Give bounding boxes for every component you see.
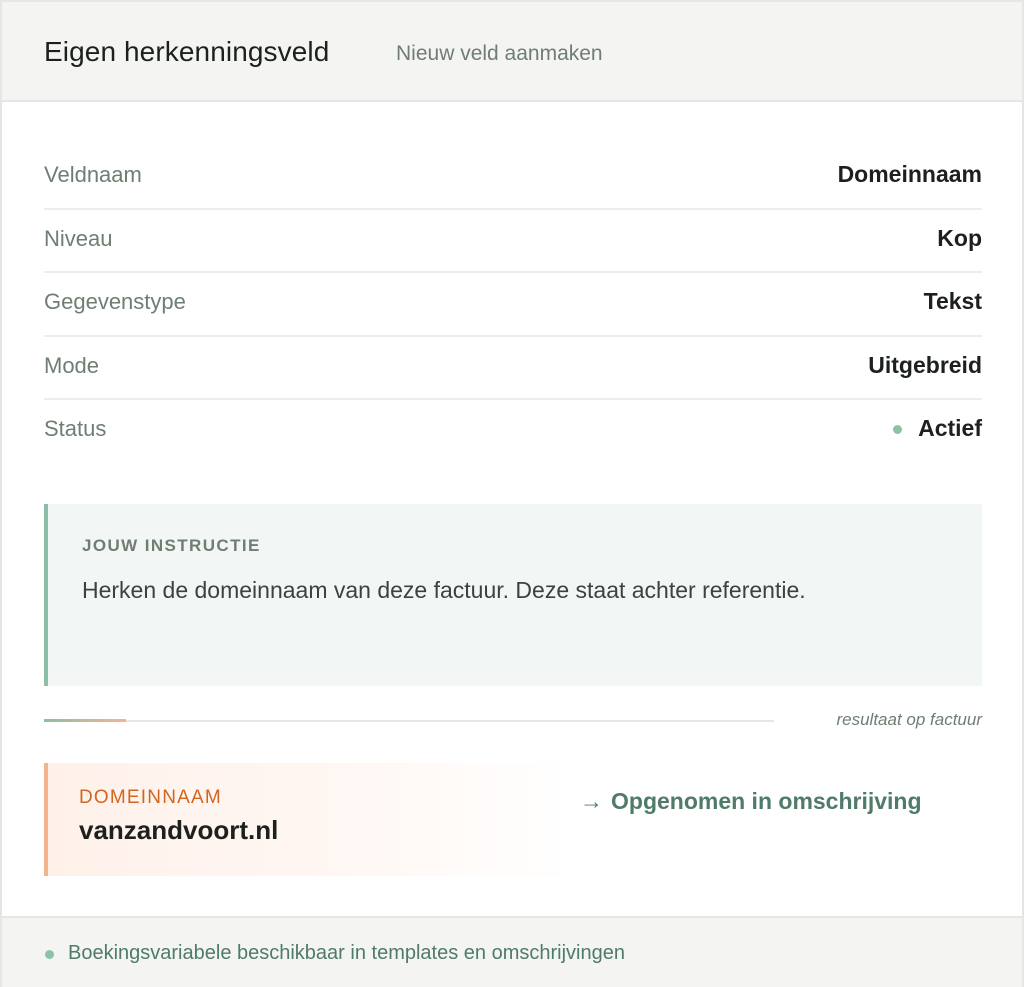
- status-value: [893, 415, 982, 442]
- page-title: Eigen herkenningsveld: [44, 36, 330, 67]
- property-row-gegevenstype: [44, 273, 982, 337]
- divider-accent: [44, 719, 126, 722]
- property-label: Mode: [44, 352, 100, 378]
- instruction-label: JOUW INSTRUCTIE: [82, 536, 261, 555]
- arrow-right-icon: →: [580, 788, 603, 814]
- property-label: Status: [44, 416, 107, 441]
- property-value: Domeinnaam: [837, 161, 982, 187]
- result-divider: [44, 719, 774, 722]
- result-caption: resultaat op factuur: [836, 710, 982, 729]
- footer-note: Boekingsvariabele beschikbaar in templates en omschrijvingen: [68, 942, 625, 964]
- instruction-text: Herken de domeinnaam van deze factuur. Deze staat achter referentie.: [82, 577, 806, 603]
- result-preview: [44, 763, 574, 876]
- property-row-veldnaam: [44, 146, 982, 210]
- property-label: Niveau: [44, 225, 113, 251]
- instruction-panel: [44, 504, 982, 686]
- result-label: DOMEINNAAM: [79, 787, 222, 808]
- info-dot-icon: [45, 950, 54, 959]
- result-link-label: Opgenomen in omschrijving: [611, 788, 922, 814]
- field-properties: [44, 146, 982, 464]
- property-value: Uitgebreid: [868, 351, 982, 378]
- page-subtitle: Nieuw veld aanmaken: [396, 42, 603, 65]
- property-value: Tekst: [923, 288, 982, 314]
- card-header: [2, 2, 1022, 102]
- card-footer: [2, 916, 1022, 987]
- property-row-mode: [44, 337, 982, 401]
- result-value: vanzandvoort.nl: [79, 815, 279, 845]
- property-label: Gegevenstype: [44, 289, 186, 314]
- property-value: Kop: [937, 224, 982, 251]
- included-in-description-link[interactable]: [580, 788, 922, 815]
- property-row-status: [44, 400, 982, 464]
- property-row-niveau: [44, 210, 982, 274]
- property-label: Veldnaam: [44, 162, 142, 187]
- status-dot-icon: [893, 425, 902, 434]
- divider-line: [44, 720, 774, 722]
- status-text: Actief: [918, 415, 982, 441]
